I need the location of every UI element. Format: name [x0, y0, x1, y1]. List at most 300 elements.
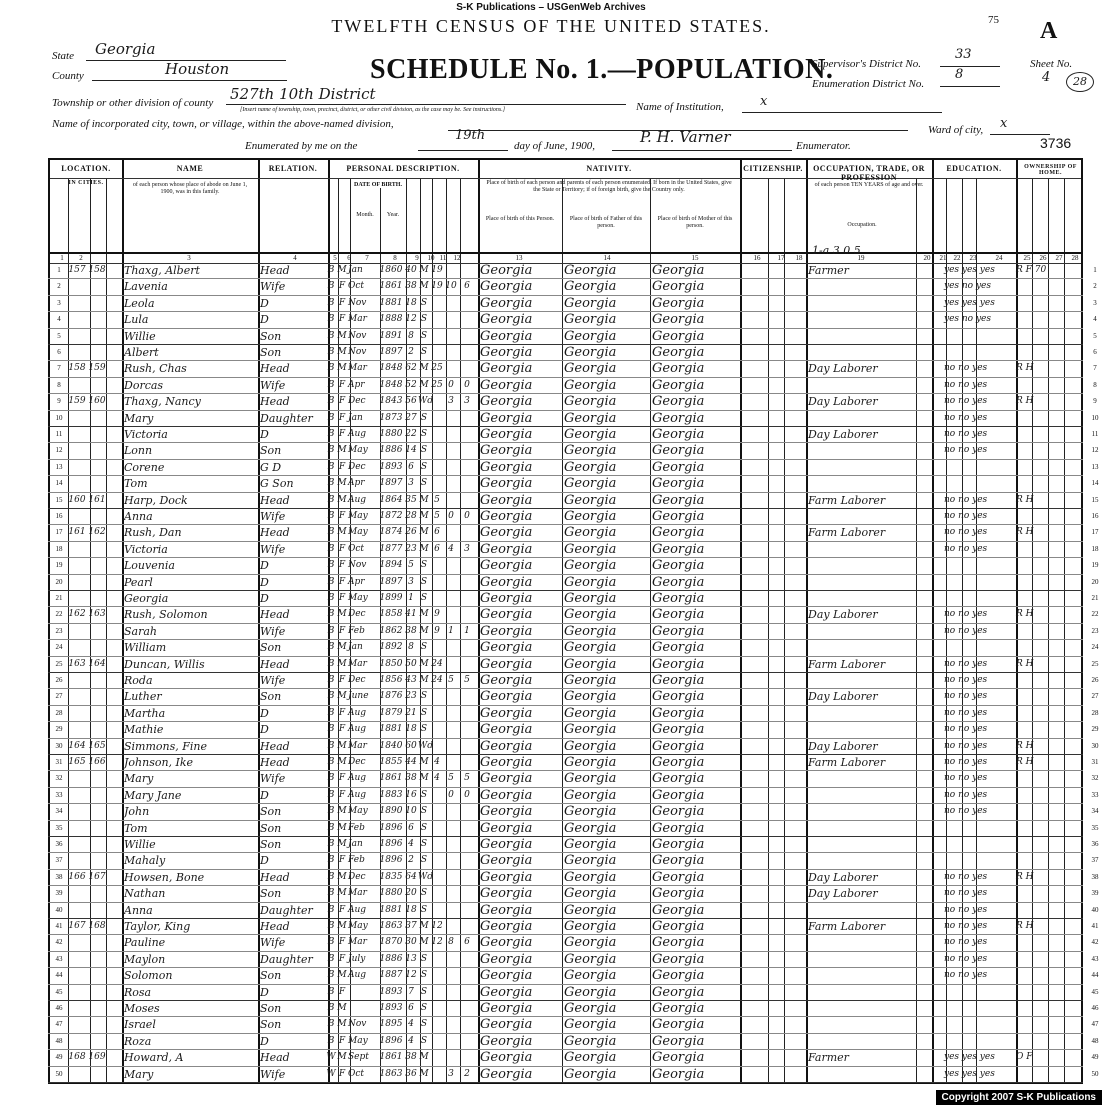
- relation-value: G Son: [260, 477, 294, 491]
- years-married-value: 6: [434, 543, 440, 554]
- family-number: [88, 787, 106, 805]
- row-number: 10: [55, 413, 63, 422]
- color-race-value: B: [327, 478, 335, 489]
- family-number: [88, 984, 106, 1002]
- marital-status-value: S: [420, 347, 428, 357]
- birth-month-value: Oct: [348, 281, 365, 292]
- occupation-value: [808, 278, 914, 296]
- birthplace-person-value: Georgia: [480, 869, 533, 885]
- row-number: 12: [55, 446, 63, 455]
- table-row: [48, 705, 1083, 723]
- family-number: [88, 721, 106, 739]
- birth-year-value: 1862: [379, 625, 403, 636]
- relation-value: D: [260, 788, 269, 802]
- family-number: [88, 508, 106, 526]
- birthplace-mother-value: Georgia: [652, 837, 705, 852]
- table-row: [48, 557, 1083, 575]
- row-number: 41: [55, 922, 63, 930]
- birth-month-value: Feb: [348, 822, 365, 833]
- birthplace-person-value: Georgia: [480, 476, 533, 492]
- birthplace-father-value: Georgia: [564, 607, 617, 623]
- education-value: no no yes: [944, 412, 988, 423]
- birthplace-person-value: Georgia: [480, 377, 533, 393]
- column-number: 3: [187, 254, 191, 262]
- birth-year-value: 1890: [379, 806, 403, 817]
- birthplace-mother-value: Georgia: [652, 804, 705, 820]
- years-married-value: 24: [431, 675, 443, 685]
- birth-month-value: Aug: [348, 494, 367, 505]
- birthplace-person-value: Georgia: [480, 279, 533, 295]
- birth-month-value: Aug: [348, 429, 367, 439]
- birth-month-value: Feb: [348, 625, 365, 636]
- person-name: Howsen, Bone: [124, 870, 205, 884]
- age-value: 50: [405, 658, 417, 669]
- ownership-value: [1016, 508, 1082, 526]
- family-number: [88, 1066, 106, 1084]
- birth-year-value: 1874: [379, 527, 403, 538]
- marital-status-value: M: [419, 609, 429, 620]
- relation-value: Head: [260, 756, 290, 769]
- dwelling-number: [66, 623, 88, 641]
- education-value: yes no yes: [944, 314, 991, 325]
- birthplace-father-value: Georgia: [564, 919, 617, 934]
- dwelling-number: [66, 426, 88, 444]
- archive-watermark: S-K Publications – USGenWeb Archives: [456, 2, 646, 13]
- birth-year-value: 1897: [379, 347, 403, 357]
- row-number: 37: [55, 856, 63, 865]
- ownership-value: [1016, 475, 1082, 493]
- row-number-right: 38: [1091, 872, 1099, 881]
- birthplace-father-value: Georgia: [564, 377, 617, 393]
- table-row: [48, 672, 1083, 690]
- enumerator-name: P. H. Varner: [640, 128, 731, 146]
- family-number: [88, 557, 106, 575]
- ownership-value: R H: [1016, 396, 1034, 407]
- children-born-value: [444, 262, 458, 280]
- birthplace-mother-value: Georgia: [652, 427, 705, 442]
- children-born-value: 5: [448, 773, 454, 784]
- education-value: no no yes: [944, 789, 988, 800]
- birth-month-value: Mar: [348, 937, 367, 948]
- years-married-value: [430, 311, 444, 329]
- ward-label: Ward of city,: [928, 124, 984, 136]
- marital-status-value: S: [420, 839, 428, 849]
- relation-value: Head: [260, 739, 290, 753]
- occupation-value: [808, 311, 914, 329]
- birthplace-mother-value: Georgia: [652, 394, 705, 410]
- family-number: 164: [88, 658, 106, 669]
- children-living-value: [458, 574, 476, 592]
- sex-value: M: [337, 691, 347, 702]
- birth-year-value: 1881: [379, 724, 403, 735]
- row-number: 13: [55, 462, 63, 471]
- row-number: 7: [57, 364, 61, 373]
- family-number: [88, 852, 106, 870]
- sex-value: M: [337, 609, 347, 620]
- marital-status-value: M: [419, 658, 429, 669]
- children-living-value: [458, 1000, 476, 1018]
- children-living-value: [458, 803, 476, 821]
- column-number: 19: [857, 254, 865, 262]
- dwelling-number: 165: [68, 757, 86, 767]
- person-name: Louvenia: [124, 559, 175, 573]
- birthplace-person-value: Georgia: [480, 640, 533, 656]
- children-born-value: [444, 328, 458, 346]
- ownership-value: [1016, 590, 1082, 608]
- family-number: [88, 1016, 106, 1034]
- marital-status-value: S: [420, 1019, 428, 1030]
- birthplace-mother-value: Georgia: [652, 984, 705, 1000]
- row-number: 3: [57, 298, 61, 307]
- table-row: [48, 984, 1083, 1002]
- years-married-value: [430, 1016, 444, 1034]
- table-row: [48, 1016, 1083, 1034]
- birthplace-mother-value: Georgia: [652, 902, 705, 918]
- birthplace-father-value: Georgia: [564, 656, 617, 672]
- family-number: [88, 951, 106, 969]
- birth-year-value: 1843: [379, 396, 403, 407]
- sex-value: F: [338, 1068, 346, 1079]
- children-born-value: [444, 590, 458, 608]
- enumerated-day-underline: [418, 150, 508, 151]
- years-married-value: [430, 1066, 444, 1084]
- family-number: 162: [88, 527, 106, 538]
- person-name: Nathan: [124, 887, 166, 901]
- ownership-value: [1016, 344, 1082, 362]
- birthplace-mother-value: Georgia: [652, 525, 705, 541]
- occupation-value: [808, 475, 914, 493]
- birth-year-value: 1872: [379, 511, 403, 521]
- years-married-value: [430, 410, 444, 428]
- birthplace-mother-value: Georgia: [652, 935, 705, 951]
- birth-month-value: Aug: [348, 904, 367, 915]
- ownership-value: [1016, 328, 1082, 346]
- birthplace-mother-value: Georgia: [652, 541, 705, 557]
- table-row: [48, 836, 1083, 854]
- age-value: 40: [405, 265, 417, 275]
- relation-value: Head: [260, 608, 290, 622]
- birthplace-father-value: Georgia: [564, 509, 617, 524]
- row-number-right: 28: [1091, 708, 1099, 717]
- birth-year-value: 1897: [379, 576, 403, 587]
- row-number-right: 48: [1091, 1036, 1099, 1045]
- table-row: [48, 524, 1083, 542]
- row-number: 27: [55, 692, 63, 701]
- education-heading: EDUCATION.: [946, 164, 1002, 173]
- birth-year-value: 1886: [379, 445, 403, 456]
- color-race-value: B: [327, 593, 335, 603]
- education-value: no no yes: [944, 625, 988, 636]
- birth-month-value: Jan: [348, 265, 363, 275]
- row-number: 20: [55, 577, 63, 586]
- color-race-value: B: [327, 757, 335, 767]
- birthplace-mother-value: Georgia: [652, 673, 705, 688]
- person-name: Victoria: [124, 542, 168, 556]
- relation-value: Daughter: [260, 411, 313, 425]
- institution-value: x: [760, 94, 768, 109]
- row-number-right: 11: [1091, 430, 1099, 438]
- row-number: 21: [55, 594, 63, 602]
- occupation-value: Day Laborer: [808, 608, 878, 622]
- person-name: Lula: [124, 313, 149, 327]
- column-number: 12: [453, 254, 461, 262]
- birth-year-value: 1850: [379, 658, 403, 669]
- birthplace-father-value: Georgia: [564, 902, 617, 918]
- occupation-value: [808, 377, 914, 395]
- occupation-value: [808, 574, 914, 592]
- marital-status-value: S: [420, 1003, 428, 1013]
- birth-month-value: Dec: [348, 396, 366, 407]
- birthplace-mother-value: Georgia: [652, 787, 705, 803]
- marital-status-value: S: [420, 445, 428, 456]
- age-value: 13: [405, 953, 417, 964]
- education-value: no no yes: [944, 543, 988, 554]
- birth-month-value: July: [348, 953, 366, 964]
- color-race-value: B: [327, 839, 335, 849]
- years-married-value: 4: [434, 773, 440, 784]
- sex-value: F: [338, 707, 346, 718]
- relation-value: G D: [260, 460, 282, 474]
- children-living-value: [458, 606, 476, 624]
- table-row: [48, 918, 1083, 936]
- birth-month-value: Aug: [348, 707, 367, 718]
- ward-value: x: [1000, 116, 1008, 131]
- birth-year-value: 1896: [379, 822, 403, 833]
- children-born-value: [444, 656, 458, 674]
- sex-value: F: [338, 724, 346, 735]
- birth-month-value: Dec: [348, 609, 366, 620]
- birth-year-value: 1880: [379, 888, 403, 899]
- birthplace-mother-value: Georgia: [652, 1017, 705, 1033]
- education-value: yes yes yes: [944, 297, 995, 308]
- ownership-value: R H: [1016, 921, 1034, 931]
- row-number: 49: [55, 1053, 63, 1062]
- family-number: 158: [88, 265, 106, 275]
- ownership-value: [1016, 934, 1082, 952]
- children-living-value: [458, 459, 476, 477]
- education-value: [944, 557, 1014, 575]
- ownership-value: [1016, 885, 1082, 903]
- sex-value: M: [337, 642, 347, 653]
- ownership-value: [1016, 295, 1082, 313]
- row-number-right: 15: [1091, 495, 1099, 504]
- ownership-value: [1016, 377, 1082, 395]
- relation-value: Head: [260, 362, 290, 376]
- relation-value: Head: [260, 395, 290, 409]
- row-number-right: 39: [1091, 889, 1099, 898]
- children-living-value: [458, 1016, 476, 1034]
- family-number: 165: [88, 740, 106, 751]
- children-living-value: [458, 1033, 476, 1051]
- supervisor-underline: [940, 66, 1000, 67]
- column-number: 23: [969, 254, 977, 262]
- children-living-value: [458, 852, 476, 870]
- enumerated-day: 19th: [455, 128, 486, 143]
- ownership-value: [1016, 770, 1082, 788]
- birthplace-person-value: Georgia: [480, 837, 533, 852]
- children-living-value: [458, 295, 476, 313]
- children-living-value: 1: [464, 625, 470, 636]
- table-row: [48, 869, 1083, 887]
- children-born-value: [444, 852, 458, 870]
- institution-label: Name of Institution,: [636, 101, 724, 113]
- family-number: 161: [88, 494, 106, 505]
- education-value: no no yes: [944, 888, 988, 899]
- birthplace-father-value: Georgia: [564, 263, 617, 278]
- row-number: 23: [55, 626, 63, 635]
- color-race-value: B: [327, 658, 335, 669]
- education-value: no no yes: [944, 379, 988, 390]
- row-number-right: 20: [1091, 577, 1099, 586]
- children-born-value: [444, 1033, 458, 1051]
- ownership-value: [1016, 820, 1082, 838]
- birth-year-value: 1856: [379, 675, 403, 685]
- row-number: 19: [55, 561, 63, 570]
- person-name: Dorcas: [124, 378, 164, 392]
- age-value: 30: [405, 937, 417, 948]
- table-row: [48, 885, 1083, 903]
- ownership-value: [1016, 1016, 1082, 1034]
- column-number: 11: [439, 254, 447, 262]
- education-value: no no yes: [944, 658, 988, 669]
- children-born-value: [444, 918, 458, 936]
- family-number: [88, 770, 106, 788]
- birthplace-mother-value: Georgia: [652, 295, 705, 311]
- education-value: no no yes: [944, 724, 988, 735]
- birthplace-father-value: Georgia: [564, 722, 617, 738]
- dwelling-number: [66, 688, 88, 706]
- row-number-right: 29: [1091, 725, 1099, 734]
- occupation-value: Farmer: [808, 1051, 849, 1065]
- person-name: Solomon: [124, 969, 173, 983]
- age-value: 38: [405, 281, 417, 292]
- years-married-value: [430, 344, 444, 362]
- ownership-value: [1016, 557, 1082, 575]
- birthplace-mother-value: Georgia: [652, 509, 705, 524]
- sex-value: F: [338, 412, 346, 423]
- children-born-value: 1: [448, 625, 454, 636]
- education-value: [944, 1016, 1014, 1034]
- birth-month-value: May: [348, 511, 368, 521]
- marital-status-value: S: [420, 461, 428, 472]
- marital-status-value: S: [420, 724, 428, 735]
- relation-value: Head: [260, 264, 290, 277]
- row-number: 38: [55, 872, 63, 881]
- sex-value: F: [338, 281, 346, 292]
- birth-month-value: Aug: [348, 773, 367, 784]
- birth-year-value: 1883: [379, 789, 403, 800]
- table-row: [48, 410, 1083, 428]
- family-number: [88, 820, 106, 838]
- birthplace-person-value: Georgia: [480, 607, 533, 623]
- birth-month-value: May: [348, 806, 368, 817]
- table-row: [48, 688, 1083, 706]
- column-number: 21: [939, 254, 947, 262]
- color-race-value: B: [327, 379, 335, 390]
- birth-month-value: Dec: [348, 675, 366, 685]
- dwelling-number: [66, 377, 88, 395]
- ownership-value: [1016, 574, 1082, 592]
- institution-underline: [742, 112, 942, 113]
- age-value: 3: [408, 478, 414, 489]
- dwelling-number: 167: [68, 921, 86, 931]
- incorporated-label: Name of incorporated city, town, or village, within the above-named division,: [52, 118, 394, 130]
- children-born-value: [444, 738, 458, 756]
- education-value: no no yes: [944, 921, 988, 931]
- birth-year-value: 1887: [379, 970, 403, 981]
- birthplace-father-value: Georgia: [564, 673, 617, 688]
- color-race-value: B: [327, 871, 335, 882]
- row-number: 4: [57, 315, 61, 324]
- sex-value: M: [337, 494, 347, 505]
- relation-value: Daughter: [260, 952, 313, 966]
- birthplace-person-value: Georgia: [480, 492, 533, 508]
- person-name: Roda: [124, 674, 153, 687]
- enumeration-underline: [940, 86, 1000, 87]
- years-married-value: 9: [434, 609, 440, 620]
- color-race-value: B: [327, 707, 335, 718]
- age-value: 3: [408, 576, 414, 587]
- ownership-value: R F 70: [1016, 265, 1047, 275]
- occupation-value: [808, 344, 914, 362]
- person-name: Thaxg, Albert: [124, 264, 200, 277]
- occupation-value: [808, 803, 914, 821]
- years-married-value: [430, 557, 444, 575]
- birthplace-father-value: Georgia: [564, 1017, 617, 1033]
- birthplace-mother-value: Georgia: [652, 640, 705, 656]
- relation-value: D: [260, 559, 269, 573]
- age-value: 60: [405, 740, 417, 751]
- children-born-value: [444, 1000, 458, 1018]
- ownership-value: [1016, 639, 1082, 657]
- person-name: Mary: [124, 1067, 154, 1081]
- years-married-value: 9: [434, 625, 440, 636]
- dwelling-number: [66, 328, 88, 346]
- occupation-value: [808, 770, 914, 788]
- birthplace-person-value: Georgia: [480, 345, 533, 360]
- sex-value: F: [338, 675, 346, 685]
- education-value: [944, 1000, 1014, 1018]
- age-value: 6: [408, 822, 414, 833]
- row-number-right: 37: [1091, 856, 1099, 865]
- dwelling-number: [66, 705, 88, 723]
- person-name: Anna: [124, 903, 153, 917]
- occupation-value: [808, 1033, 914, 1051]
- birthplace-person-value: Georgia: [480, 295, 533, 311]
- column-number: 26: [1039, 254, 1047, 262]
- enumerator-label: Enumerator.: [796, 140, 851, 152]
- dwelling-number: [66, 836, 88, 854]
- color-race-value: B: [327, 609, 335, 620]
- occupation-value: [808, 328, 914, 346]
- dwelling-number: [66, 557, 88, 575]
- color-race-value: B: [327, 822, 335, 833]
- row-number-right: 33: [1091, 790, 1099, 799]
- marital-status-value: S: [420, 691, 428, 702]
- birthplace-father-value: Georgia: [564, 361, 617, 377]
- age-value: 36: [405, 1068, 417, 1079]
- person-name: Duncan, Willis: [124, 657, 205, 671]
- enumerated-prefix: Enumerated by me on the: [245, 140, 358, 152]
- birthplace-father-value: Georgia: [564, 525, 617, 541]
- years-married-value: 5: [434, 494, 440, 505]
- table-row: [48, 508, 1083, 526]
- sheet-label: Sheet No.: [1030, 58, 1073, 70]
- years-married-value: [430, 459, 444, 477]
- age-value: 38: [405, 1052, 417, 1063]
- sex-value: F: [338, 429, 346, 439]
- relation-value: Wife: [260, 674, 286, 687]
